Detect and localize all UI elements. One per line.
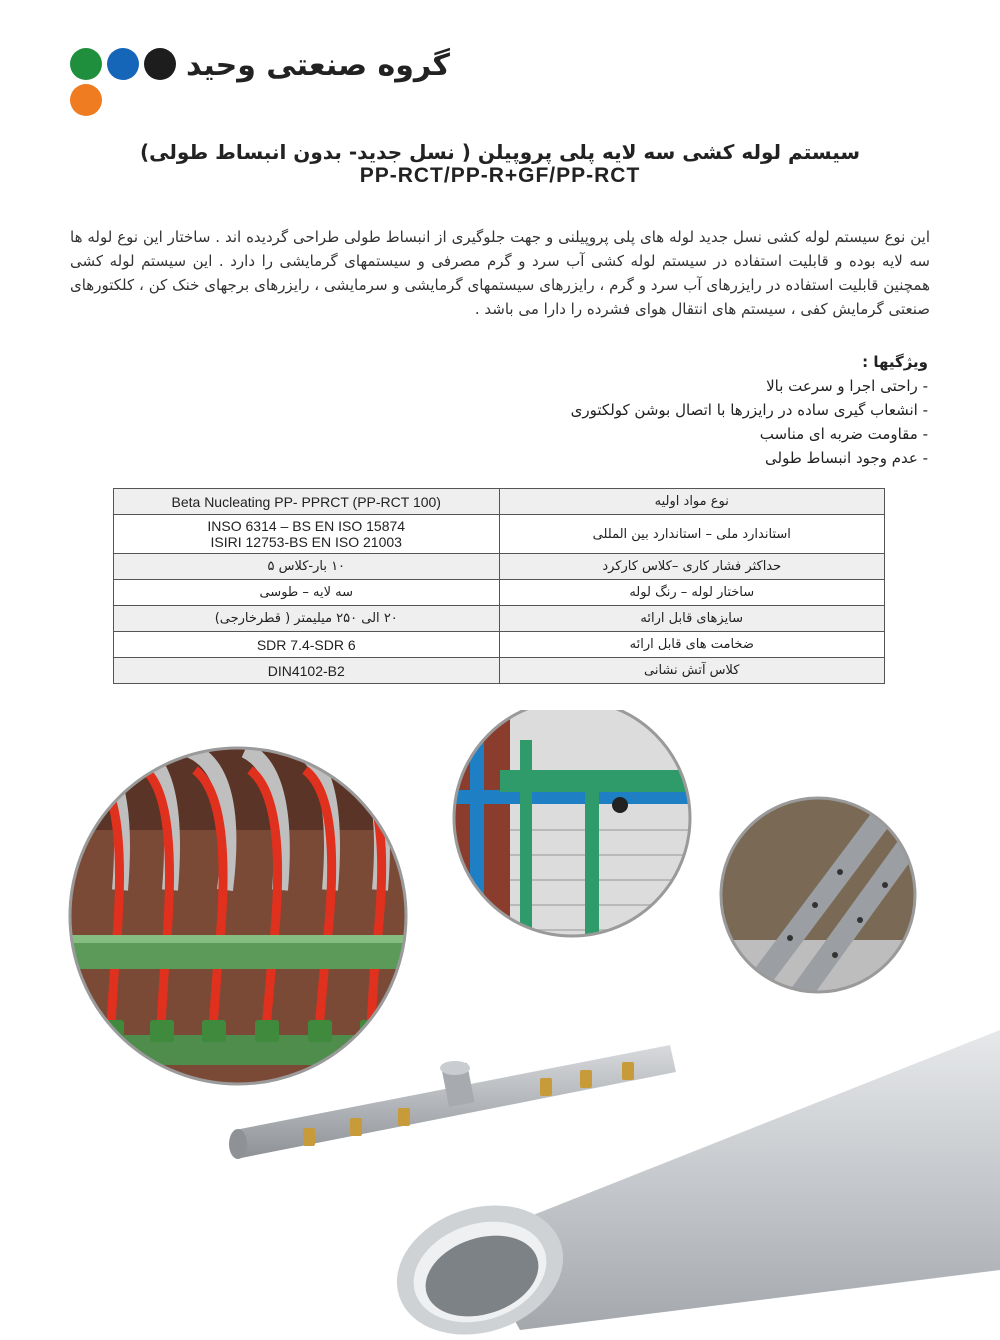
table-row	[114, 515, 885, 554]
feature-item: - مقاومت ضربه ای مناسب	[328, 422, 928, 446]
photo-red-pipes-manifold	[60, 740, 420, 1100]
company-logo	[70, 48, 470, 118]
spec-label: حداکثر فشار کاری –کلاس کارکرد	[499, 554, 885, 580]
spec-label: سایزهای قابل ارائه	[499, 606, 885, 632]
feature-item: - انشعاب گیری ساده در رایزرها با اتصال بوشن کولکتوری	[328, 398, 928, 422]
table-row	[114, 554, 885, 580]
spec-value-line: ISIRI 12753-BS EN ISO 21003	[210, 534, 402, 550]
table-row	[114, 606, 885, 632]
logo-dot-green	[70, 48, 102, 80]
logo-dot-blue	[107, 48, 139, 80]
features-list	[328, 374, 928, 470]
spec-value: سه لایه – طوسی	[114, 580, 500, 606]
feature-item: - راحتی اجرا و سرعت بالا	[328, 374, 928, 398]
product-photos	[0, 710, 1000, 1340]
three-layer-pipe-product	[380, 1030, 1000, 1340]
logo-dot-orange	[70, 84, 102, 116]
features-section	[328, 350, 928, 470]
spec-label: ساختار لوله – رنگ لوله	[499, 580, 885, 606]
spec-value: ۲۰ الی ۲۵۰ میلیمتر ( قطرخارجی)	[114, 606, 500, 632]
features-heading: ویژگیها :	[862, 353, 928, 371]
spec-table	[113, 488, 885, 684]
spec-label: نوع مواد اولیه	[499, 489, 885, 515]
spec-value: DIN4102-B2	[114, 658, 500, 684]
logo-wordmark: گروه صنعتی وحید	[186, 48, 450, 83]
table-row	[114, 580, 885, 606]
spec-value: ۱۰ بار-کلاس ۵	[114, 554, 500, 580]
spec-value	[114, 515, 500, 554]
intro-paragraph: این نوع سیستم لوله کشی نسل جدید لوله های پلی پروپیلنی و جهت جلوگیری از انبساط طولی طراحی گردیده اند . ساختار این نوع لوله ها سه لایه بوده و قابلیت استفاده در سیستم لوله کشی آب سرد و گرم مصرفی و سیستمهای گرمایشی را دارد . این سیستم لوله کشی همچنین قابلیت استفاده در رایزرهای آب سرد و گرم ، رایزرهای سیستمهای گرمایشی و سرمایشی ، رایزرهای برجهای خنک کن ، کلکتورهای صنعتی گرمایش کفی ، سیستم های انتقال هوای فشرده را دارا می باشد .	[70, 228, 930, 318]
page-title: سیستم لوله کشی سه لایه پلی پروپیلن ( نسل جدید- بدون انبساط طولی)	[139, 140, 861, 164]
page-subtitle: PP-RCT/PP-R+GF/PP-RCT	[359, 164, 641, 187]
spec-label: ضخامت های قابل ارائه	[499, 632, 885, 658]
feature-item: - عدم وجود انبساط طولی	[328, 446, 928, 470]
photo-risers-brick-wall	[450, 710, 700, 940]
spec-value: SDR 7.4-SDR 6	[114, 632, 500, 658]
spec-label: استاندارد ملی – استاندارد بین المللی	[499, 515, 885, 554]
table-row	[114, 489, 885, 515]
table-row	[114, 632, 885, 658]
table-row	[114, 658, 885, 684]
spec-value: Beta Nucleating PP- PPRCT (PP-RCT 100)	[114, 489, 500, 515]
spec-label: کلاس آتش نشانی	[499, 658, 885, 684]
photo-grey-manifold-ground	[715, 795, 925, 1000]
logo-dot-black	[144, 48, 176, 80]
spec-value-line: INSO 6314 – BS EN ISO 15874	[207, 518, 406, 534]
